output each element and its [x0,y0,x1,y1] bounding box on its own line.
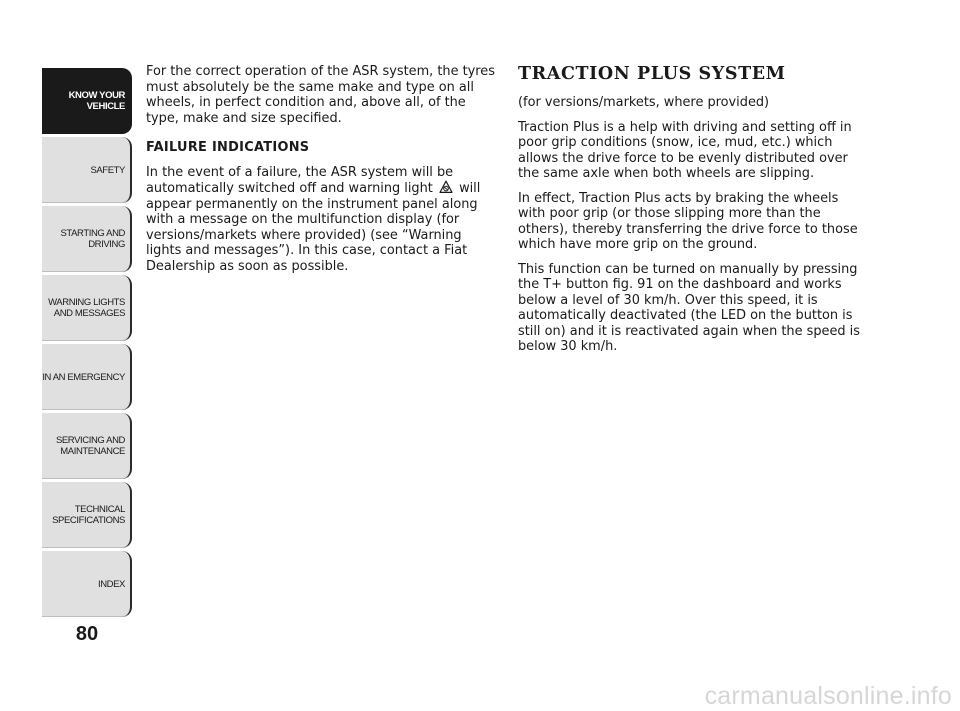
tab-in-an-emergency[interactable]: IN AN EMERGENCY [42,344,132,410]
tab-warning-lights-and-messages[interactable]: WARNING LIGHTS AND MESSAGES [42,275,132,341]
tab-technical-specifications[interactable]: TECHNICAL SPECIFICATIONS [42,482,132,548]
tab-index[interactable]: INDEX [42,551,132,617]
asr-warning-icon [439,180,453,194]
watermark-brand: carmanualsonline.info [704,682,952,710]
tab-starting-and-driving[interactable]: STARTING AND DRIVING [42,206,132,272]
failure-indications-heading: FAILURE INDICATIONS [146,140,310,155]
traction-plus-paragraph-1: Traction Plus is a help with driving and setting off in poor grip conditions (snow, ice, mud, etc.) which allows the drive force to be evenly distributed over the same axle when both wheels are slipping. [518,119,852,181]
failure-text-after-icon: will appear permanently on the instrument panel along with a message on the multifunction display (for versions/markets where provided) (see “Warning lights and messages”). In this case, contact a Fiat Dealership as soon as possible. [146,181,481,274]
right-column [518,64,868,364]
chapter-tabs [42,68,132,620]
tab-servicing-and-maintenance[interactable]: SERVICING AND MAINTENANCE [42,413,132,479]
failure-paragraph [146,165,496,275]
page-number: 80 [75,623,99,645]
availability-note: (for versions/markets, where provided) [518,95,770,110]
traction-plus-paragraph-2: In effect, Traction Plus acts by braking the wheels with poor grip (or those slipping more than the others), thereby transferring the drive force to those which have more grip on the ground. [518,190,858,252]
failure-text-before-icon: In the event of a failure, the ASR system will be automatically switched off and warning light [146,164,454,196]
left-column [146,64,496,283]
tab-know-your-vehicle[interactable]: KNOW YOUR VEHICLE [42,68,132,134]
traction-plus-paragraph-3: This function can be turned on manually by pressing the T+ button fig. 91 on the dashboard and works below a level of 30 km/h. Over this speed, it is automatically deactivated (the LED on the button is still on) and it is reactivated again when the speed is below 30 km/h. [518,261,860,354]
traction-plus-heading: TRACTION PLUS SYSTEM [518,64,786,84]
asr-intro-paragraph: For the correct operation of the ASR system, the tyres must absolutely be the same make and type on all wheels, in perfect condition and, above all, of the type, make and size specified. [146,64,495,126]
tab-safety[interactable]: SAFETY [42,137,132,203]
